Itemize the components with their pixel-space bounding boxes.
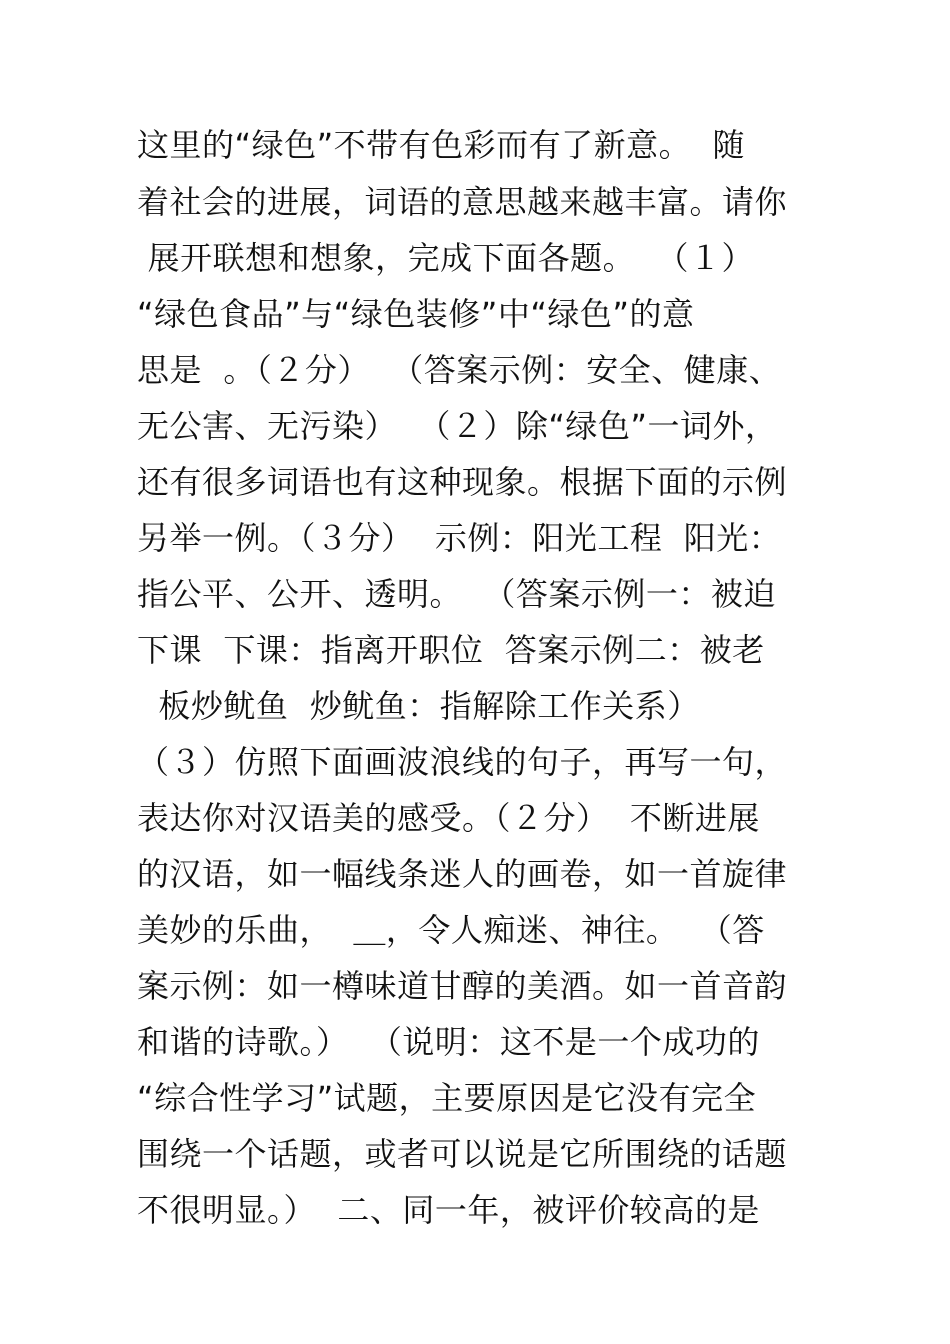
text-line-6: 无公害、无污染） （２）除“绿色”一词外， bbox=[137, 407, 778, 445]
text-line-9: 指公平、公开、透明。 （答案示例一：被迫 bbox=[137, 575, 776, 613]
text-line-16: 案示例：如一樽味道甘醇的美酒。如一首音韵 bbox=[137, 967, 788, 1005]
text-line-10: 下课 下课：指离开职位 答案示例二：被老 bbox=[137, 631, 765, 669]
text-line-19: 围绕一个话题，或者可以说是它所围绕的话题 bbox=[137, 1135, 788, 1173]
text-line-18: “综合性学习”试题，主要原因是它没有完全 bbox=[137, 1079, 757, 1117]
text-line-5: 思是 。（２分） （答案示例：安全、健康、 bbox=[137, 351, 782, 389]
text-line-12: （３）仿照下面画波浪线的句子，再写一句， bbox=[137, 743, 788, 781]
text-line-13: 表达你对汉语美的感受。（２分） 不断进展 bbox=[137, 799, 760, 837]
text-line-15: 美妙的乐曲， ＿，令人痴迷、神往。 （答 bbox=[137, 911, 765, 949]
text-line-2: 着社会的进展，词语的意思越来越丰富。请你 bbox=[137, 183, 788, 221]
text-line-11: 板炒鱿鱼 炒鱿鱼：指解除工作关系） bbox=[137, 687, 700, 725]
text-line-14: 的汉语，如一幅线条迷人的画卷，如一首旋律 bbox=[137, 855, 788, 893]
text-line-8: 另举一例。（３分） 示例：阳光工程 阳光： bbox=[137, 519, 782, 557]
text-line-20: 不很明显。） 二、同一年，被评价较高的是 bbox=[137, 1191, 760, 1229]
text-line-1: 这里的“绿色”不带有色彩而有了新意。 随 bbox=[137, 126, 746, 164]
text-line-3: 展开联想和想象，完成下面各题。 （１） bbox=[137, 239, 755, 277]
text-line-4: “绿色食品”与“绿色装修”中“绿色”的意 bbox=[137, 295, 695, 333]
text-line-17: 和谐的诗歌。） （说明：这不是一个成功的 bbox=[137, 1023, 760, 1061]
text-line-7: 还有很多词语也有这种现象。根据下面的示例 bbox=[137, 463, 788, 501]
